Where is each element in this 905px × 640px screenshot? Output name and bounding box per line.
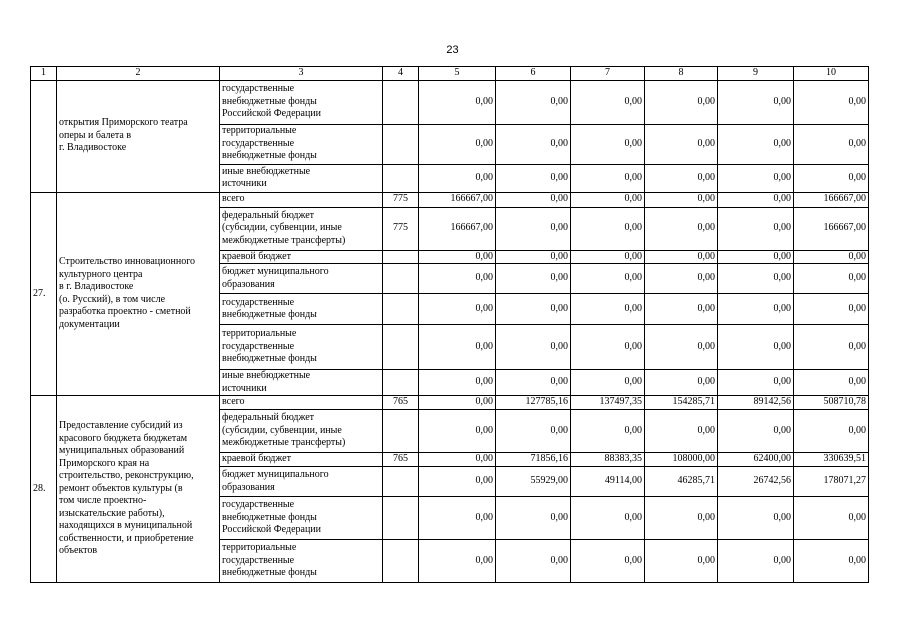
funding-source-line: образования: [222, 278, 275, 290]
page-number: 23: [446, 44, 459, 56]
funding-source-line: краевой бюджет: [222, 250, 291, 262]
funding-source-line: государственные: [222, 499, 295, 511]
item-number: 27.: [31, 192, 57, 396]
value-cell: 0,00: [794, 264, 869, 294]
value-cell: 0,00: [718, 540, 794, 583]
funding-source: [220, 124, 383, 164]
value-cell: 0,00: [419, 325, 496, 370]
value-cell: 0,00: [645, 250, 718, 264]
budget-code: [383, 540, 419, 583]
value-cell: 0,00: [718, 497, 794, 540]
funding-source-line: государственные: [222, 340, 295, 352]
value-cell: 0,00: [496, 264, 571, 294]
value-cell: 0,00: [419, 164, 496, 192]
value-cell: 0,00: [794, 294, 869, 325]
value-cell: 0,00: [571, 207, 645, 250]
funding-source: [220, 207, 383, 250]
header-cell: 3: [220, 67, 383, 81]
funding-source: [220, 370, 383, 396]
funding-source-line: межбюджетные трансферты): [222, 234, 346, 246]
header-cell: 4: [383, 67, 419, 81]
object-name-line: открытия Приморского театра: [59, 117, 188, 129]
value-cell: 0,00: [496, 497, 571, 540]
value-cell: 0,00: [419, 294, 496, 325]
value-cell: 0,00: [718, 250, 794, 264]
funding-source: [220, 410, 383, 453]
header-cell: 5: [419, 67, 496, 81]
object-name: [57, 192, 220, 396]
funding-source-line: территориальные: [222, 542, 297, 554]
object-name-line: ремонт объектов культуры (в: [59, 482, 183, 494]
budget-code: [383, 410, 419, 453]
budget-code: [383, 370, 419, 396]
object-name-line: (о. Русский), в том числе: [59, 293, 166, 305]
table-row: [31, 192, 869, 207]
funding-source-line: образования: [222, 481, 275, 493]
value-cell: 178071,27: [794, 467, 869, 497]
value-cell: 0,00: [645, 410, 718, 453]
funding-source-line: федеральный бюджет: [222, 209, 315, 221]
value-cell: 0,00: [794, 164, 869, 192]
funding-source-line: всего: [222, 193, 245, 205]
value-cell: 0,00: [645, 207, 718, 250]
value-cell: 55929,00: [496, 467, 571, 497]
budget-code: [383, 250, 419, 264]
funding-source-line: межбюджетные трансферты): [222, 437, 346, 449]
funding-source-line: иные внебюджетные: [222, 370, 311, 381]
value-cell: 166667,00: [794, 192, 869, 207]
table-body: [31, 67, 869, 583]
value-cell: 0,00: [645, 540, 718, 583]
funding-source-line: Российской Федерации: [222, 524, 322, 536]
value-cell: 0,00: [645, 80, 718, 124]
value-cell: 0,00: [571, 540, 645, 583]
budget-code: [383, 164, 419, 192]
item-number: 28.: [31, 396, 57, 583]
budget-code: [383, 124, 419, 164]
funding-source-line: краевой бюджет: [222, 453, 291, 465]
object-name-line: Приморского края на: [59, 457, 150, 469]
header-cell: 8: [645, 67, 718, 81]
value-cell: 0,00: [419, 264, 496, 294]
value-cell: 166667,00: [419, 192, 496, 207]
budget-code: 765: [383, 396, 419, 410]
value-cell: 0,00: [718, 192, 794, 207]
budget-table: [30, 66, 869, 583]
object-name-line: культурного центра: [59, 268, 143, 280]
object-name-line: в г. Владивостоке: [59, 281, 134, 293]
funding-source-line: внебюджетные фонды: [222, 353, 317, 365]
value-cell: 0,00: [718, 164, 794, 192]
funding-source-line: государственные: [222, 296, 295, 308]
funding-source-line: иные внебюджетные: [222, 165, 311, 177]
value-cell: 0,00: [794, 370, 869, 396]
object-name-line: документации: [59, 318, 120, 330]
value-cell: 0,00: [645, 264, 718, 294]
value-cell: 166667,00: [794, 207, 869, 250]
item-number: [31, 80, 57, 192]
object-name-line: Строительство инновационного: [59, 256, 196, 268]
object-name-line: находящихся в муниципальной: [59, 520, 193, 532]
value-cell: 0,00: [718, 370, 794, 396]
object-name-line: муниципальных образований: [59, 445, 185, 457]
funding-source: [220, 80, 383, 124]
value-cell: 46285,71: [645, 467, 718, 497]
value-cell: 0,00: [419, 396, 496, 410]
value-cell: 0,00: [419, 453, 496, 467]
funding-source-line: (субсидии, субвенции, иные: [222, 222, 342, 234]
value-cell: 0,00: [645, 497, 718, 540]
value-cell: 0,00: [571, 264, 645, 294]
budget-code: [383, 497, 419, 540]
funding-source: [220, 264, 383, 294]
funding-source-line: территориальные: [222, 125, 297, 137]
funding-source-line: источники: [222, 382, 267, 394]
value-cell: 0,00: [496, 250, 571, 264]
value-cell: 0,00: [718, 325, 794, 370]
budget-code: [383, 467, 419, 497]
funding-source-line: государственные: [222, 83, 295, 95]
funding-source-line: государственные: [222, 554, 295, 566]
value-cell: 0,00: [645, 294, 718, 325]
value-cell: 0,00: [794, 540, 869, 583]
funding-source: [220, 497, 383, 540]
value-cell: 0,00: [496, 124, 571, 164]
budget-code: [383, 80, 419, 124]
object-name-line: Предоставление субсидий из: [59, 420, 183, 432]
funding-source-line: внебюджетные фонды: [222, 511, 317, 523]
funding-source-line: всего: [222, 396, 245, 408]
value-cell: 49114,00: [571, 467, 645, 497]
value-cell: 0,00: [794, 325, 869, 370]
value-cell: 0,00: [419, 80, 496, 124]
funding-source-line: (субсидии, субвенции, иные: [222, 424, 342, 436]
value-cell: 0,00: [794, 410, 869, 453]
funding-source-line: Российской Федерации: [222, 108, 322, 120]
funding-source-line: территориальные: [222, 328, 297, 340]
funding-source: [220, 164, 383, 192]
object-name: [57, 396, 220, 583]
value-cell: 71856,16: [496, 453, 571, 467]
object-name-line: оперы и балета в: [59, 129, 132, 141]
value-cell: 0,00: [571, 325, 645, 370]
value-cell: 0,00: [571, 294, 645, 325]
budget-code: [383, 325, 419, 370]
value-cell: 330639,51: [794, 453, 869, 467]
value-cell: 0,00: [645, 124, 718, 164]
funding-source: [220, 396, 383, 410]
value-cell: 0,00: [794, 80, 869, 124]
object-name: [57, 80, 220, 192]
value-cell: 137497,35: [571, 396, 645, 410]
header-cell: 7: [571, 67, 645, 81]
value-cell: 0,00: [419, 410, 496, 453]
budget-code: [383, 264, 419, 294]
value-cell: 62400,00: [718, 453, 794, 467]
funding-source-line: бюджет муниципального: [222, 266, 329, 277]
object-name-line: строительство, реконструкцию,: [59, 470, 194, 482]
value-cell: 0,00: [718, 80, 794, 124]
funding-source-line: внебюджетные фонды: [222, 309, 317, 320]
funding-source-line: внебюджетные фонды: [222, 567, 317, 579]
header-row: [31, 67, 869, 81]
value-cell: 154285,71: [645, 396, 718, 410]
value-cell: 0,00: [571, 124, 645, 164]
value-cell: 0,00: [496, 164, 571, 192]
value-cell: 0,00: [571, 80, 645, 124]
value-cell: 0,00: [571, 410, 645, 453]
funding-source-line: внебюджетные фонды: [222, 150, 317, 162]
value-cell: 0,00: [496, 192, 571, 207]
value-cell: 0,00: [718, 294, 794, 325]
funding-source: [220, 192, 383, 207]
object-name-line: изыскательские работы),: [59, 507, 165, 519]
header-cell: 2: [57, 67, 220, 81]
value-cell: 0,00: [718, 410, 794, 453]
funding-source-line: внебюджетные фонды: [222, 95, 317, 107]
object-name-line: разработка проектно - сметной: [59, 306, 191, 318]
budget-code: [383, 294, 419, 325]
budget-code: 775: [383, 207, 419, 250]
value-cell: 0,00: [718, 207, 794, 250]
value-cell: 0,00: [496, 325, 571, 370]
budget-code: 775: [383, 192, 419, 207]
value-cell: 0,00: [718, 124, 794, 164]
value-cell: 0,00: [496, 370, 571, 396]
object-name-line: г. Владивостоке: [59, 142, 127, 154]
value-cell: 0,00: [718, 264, 794, 294]
funding-source: [220, 325, 383, 370]
value-cell: 0,00: [419, 497, 496, 540]
funding-source: [220, 467, 383, 497]
funding-source: [220, 294, 383, 325]
funding-source: [220, 250, 383, 264]
funding-source: [220, 453, 383, 467]
header-cell: 1: [31, 67, 57, 81]
value-cell: 0,00: [496, 294, 571, 325]
funding-source: [220, 540, 383, 583]
value-cell: 0,00: [571, 250, 645, 264]
value-cell: 26742,56: [718, 467, 794, 497]
value-cell: 166667,00: [419, 207, 496, 250]
value-cell: 508710,78: [794, 396, 869, 410]
value-cell: 0,00: [571, 497, 645, 540]
budget-code: 765: [383, 453, 419, 467]
table-row: [31, 396, 869, 410]
object-name-line: объектов: [59, 545, 98, 557]
value-cell: 0,00: [571, 164, 645, 192]
value-cell: 0,00: [794, 250, 869, 264]
object-name-line: том числе проектно-: [59, 495, 147, 507]
value-cell: 0,00: [419, 540, 496, 583]
table-row: [31, 80, 869, 124]
value-cell: 108000,00: [645, 453, 718, 467]
value-cell: 0,00: [645, 325, 718, 370]
value-cell: 0,00: [419, 370, 496, 396]
value-cell: 0,00: [571, 192, 645, 207]
value-cell: 89142,56: [718, 396, 794, 410]
funding-source-line: бюджет муниципального: [222, 469, 329, 480]
value-cell: 0,00: [794, 497, 869, 540]
value-cell: 0,00: [419, 124, 496, 164]
funding-source-line: государственные: [222, 137, 295, 149]
funding-source-line: источники: [222, 178, 267, 189]
funding-source-line: федеральный бюджет: [222, 412, 315, 424]
value-cell: 0,00: [645, 164, 718, 192]
object-name-line: собственности, и приобретение: [59, 532, 194, 544]
header-cell: 10: [794, 67, 869, 81]
value-cell: 0,00: [496, 410, 571, 453]
value-cell: 0,00: [645, 370, 718, 396]
value-cell: 88383,35: [571, 453, 645, 467]
value-cell: 0,00: [496, 207, 571, 250]
object-name-line: красового бюджета бюджетам: [59, 432, 188, 444]
value-cell: 0,00: [571, 370, 645, 396]
value-cell: 0,00: [645, 192, 718, 207]
value-cell: 0,00: [496, 80, 571, 124]
value-cell: 0,00: [496, 540, 571, 583]
header-cell: 6: [496, 67, 571, 81]
value-cell: 0,00: [794, 124, 869, 164]
value-cell: 127785,16: [496, 396, 571, 410]
value-cell: 0,00: [419, 467, 496, 497]
header-cell: 9: [718, 67, 794, 81]
value-cell: 0,00: [419, 250, 496, 264]
